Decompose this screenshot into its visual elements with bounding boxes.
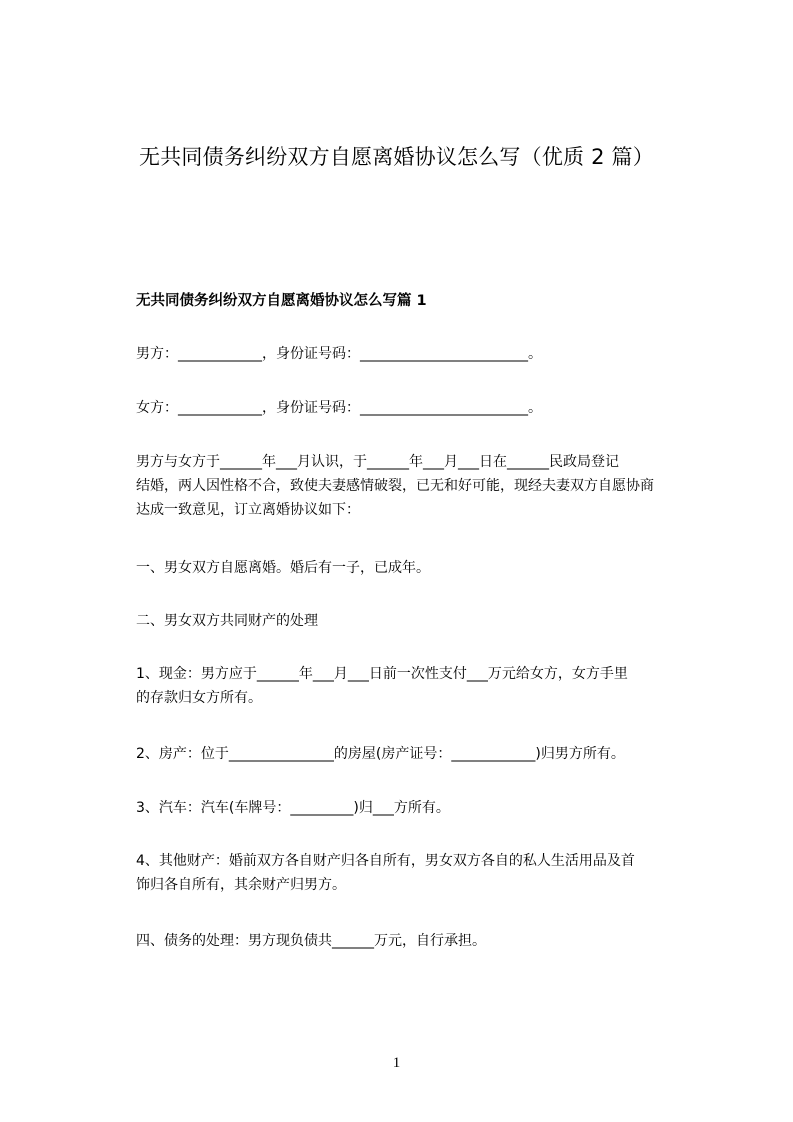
- item-car: 3、汽车：汽车(车牌号：_________)归___方所有。: [136, 800, 450, 816]
- intro-paragraph: [136, 450, 711, 522]
- document-title: 无共同债务纠纷双方自愿离婚协议怎么写（优质 2 篇）: [139, 145, 654, 169]
- clause-1: 一、男女双方自愿离婚。婚后有一子，已成年。: [136, 560, 430, 576]
- male-party-line: 男方：____________，身份证号码：________________________。: [136, 346, 542, 362]
- item-other-line-1: 4、其他财产：婚前双方各自财产归各自所有，男女双方各自的私人生活用品及首: [136, 853, 635, 869]
- item-cash: [136, 662, 711, 710]
- female-party-line: 女方：____________，身份证号码：________________________。: [136, 400, 542, 416]
- item-cash-line-2: 的存款归女方所有。: [136, 690, 262, 706]
- item-cash-line-1: 1、现金：男方应于______年___月___日前一次性支付___万元给女方，女方手里: [136, 666, 628, 682]
- item-house: 2、房产：位于_______________的房屋(房产证号：____________)归男方所有。: [136, 746, 625, 762]
- page-number: 1: [392, 1055, 401, 1071]
- clause-2: 二、男女双方共同财产的处理: [136, 613, 318, 629]
- intro-line-1: 男方与女方于______年___月认识，于______年___月___日在______民政局登记: [136, 454, 619, 470]
- clause-4: 四、债务的处理：男方现负债共______万元，自行承担。: [136, 933, 486, 949]
- item-other-line-2: 饰归各自所有，其余财产归男方。: [136, 877, 346, 893]
- item-other: [136, 849, 711, 897]
- section-heading: 无共同债务纠纷双方自愿离婚协议怎么写篇 1: [136, 293, 427, 309]
- intro-line-2: 结婚，两人因性格不合，致使夫妻感情破裂，已无和好可能，现经夫妻双方自愿协商: [136, 478, 654, 494]
- intro-line-3: 达成一致意见，订立离婚协议如下：: [136, 502, 360, 518]
